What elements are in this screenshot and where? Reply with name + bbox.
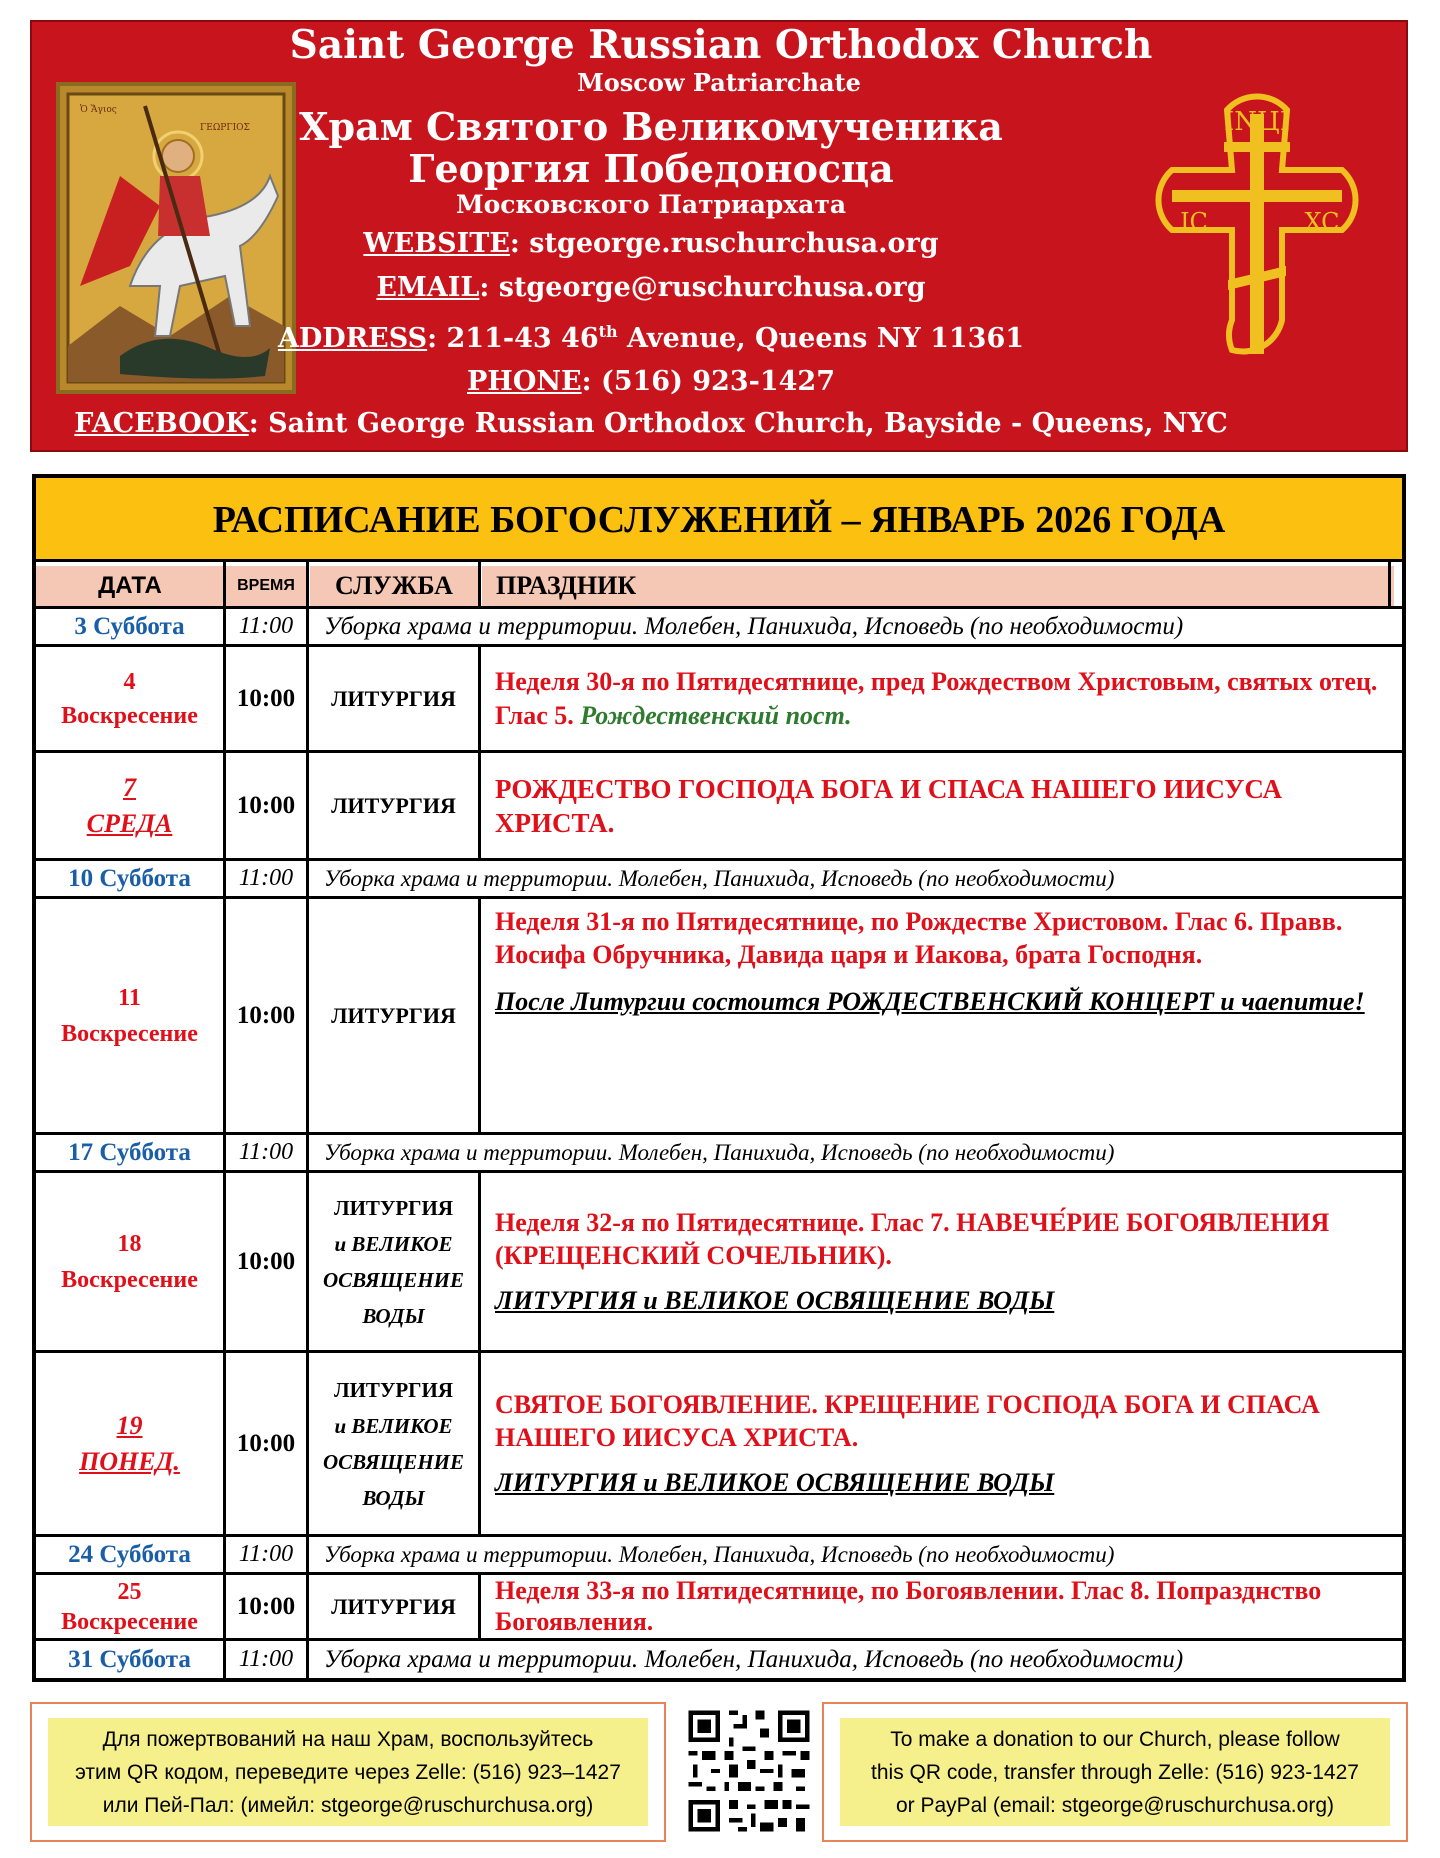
row-11-service: ЛИТУРГИЯ <box>331 1002 456 1028</box>
row-18-service <box>309 1173 478 1350</box>
orthodox-cross-icon <box>1132 70 1382 390</box>
facebook-line <box>0 408 1340 439</box>
church-title-ru-line1: Храм Святого Великомученика <box>299 104 1003 149</box>
church-title-ru-line2: Георгия Победоносца <box>408 146 894 191</box>
row-19-service <box>309 1353 478 1534</box>
row-18-service-line4: ВОДЫ <box>362 1303 425 1328</box>
row-18-date <box>36 1173 223 1350</box>
donation-box-ru <box>30 1702 666 1842</box>
row-19-feast-text: СВЯТОЕ БОГОЯВЛЕНИЕ. КРЕЩЕНИЕ ГОСПОДА БОГА И СПАСА НАШЕГО ИИСУСА ХРИСТА. <box>495 1390 1320 1452</box>
row-18-feast-text: Неделя 32-я по Пятидесятнице. Глас 7. НАВЕЧЕ́РИЕ БОГОЯВЛЕНИЯ (КРЕЩЕНСКИЙ СОЧЕЛЬНИК). <box>495 1208 1330 1270</box>
address-label: ADDRESS <box>277 323 428 354</box>
schedule-title: РАСПИСАНИЕ БОГОСЛУЖЕНИЙ – ЯНВАРЬ 2026 ГОДА <box>36 478 1402 562</box>
address-value: : 211-43 46 <box>427 323 599 354</box>
row-4-day: 4 <box>123 668 136 695</box>
row-19-service-line4: ВОДЫ <box>362 1485 425 1510</box>
row-7-time: 10:00 <box>236 791 296 819</box>
cross-top-inscription: INЦI <box>1224 107 1290 137</box>
donation-ru-line1: Для пожертвований на наш Храм, воспользуйтесь <box>102 1727 594 1751</box>
row-4-date <box>36 647 223 750</box>
row-3-description: Уборка храма и территории. Молебен, Панихида, Исповедь (по необходимости) <box>324 612 1184 640</box>
row-25-service: ЛИТУРГИЯ <box>331 1593 456 1619</box>
donation-en-line2: this QR code, transfer through Zelle: (516) 923-1427 <box>871 1760 1359 1784</box>
row-10-time: 11:00 <box>238 865 294 891</box>
row-18-service-line3: ОСВЯЩЕНИЕ <box>323 1267 464 1292</box>
row-4-fast-note: Рождественский пост. <box>580 701 852 730</box>
row-4-time: 10:00 <box>236 684 296 712</box>
row-31-date: 31 Суббота <box>68 1645 191 1673</box>
row-11-weekday: Воскресение <box>61 1020 198 1047</box>
row-17-date: 17 Суббота <box>68 1138 191 1166</box>
row-10-description: Уборка храма и территории. Молебен, Панихида, Исповедь (по необходимости) <box>324 865 1115 891</box>
row-18-service-line2: и ВЕЛИКОЕ <box>334 1231 453 1256</box>
cross-left-inscription: IC <box>1180 208 1208 236</box>
icon-caption-right: ΓΕΩΡΓΙΟΣ <box>200 123 250 133</box>
col-header-time: ВРЕМЯ <box>226 566 306 606</box>
row-25-feast: Неделя 33-я по Пятидесятнице, по Богоявлении. Глас 8. Попразднство Богоявления. <box>495 1576 1322 1636</box>
row-7-feast: РОЖДЕСТВО ГОСПОДА БОГА И СПАСА НАШЕГО ИИСУСА ХРИСТА. <box>495 773 1283 838</box>
church-subtitle-en: Moscow Patriarchate <box>577 68 861 97</box>
row-4-feast-text: Неделя 30-я по Пятидесятнице, пред Рождеством Христовым, святых отец. Глас 5. <box>495 667 1378 730</box>
row-11-feast-text: Неделя 31-я по Пятидесятнице, по Рождестве Христовом. Глас 6. Правв. Иосифа Обручника, Давида царя и Иакова, брата Господня. <box>495 907 1343 969</box>
row-31-description: Уборка храма и территории. Молебен, Панихида, Исповедь (по необходимости) <box>324 1645 1184 1673</box>
row-19-feast <box>481 1353 1402 1534</box>
row-7-service: ЛИТУРГИЯ <box>331 792 456 818</box>
row-19-weekday: ПОНЕД. <box>79 1446 180 1476</box>
row-11-concert-note: После Литургии состоится РОЖДЕСТВЕНСКИЙ КОНЦЕРТ и чаепитие! <box>495 987 1365 1016</box>
row-7-weekday: СРЕДА <box>86 808 173 838</box>
col-header-service: СЛУЖБА <box>310 566 478 606</box>
donation-en-line1: To make a donation to our Church, please follow <box>890 1727 1340 1751</box>
row-19-service-line1: ЛИТУРГИЯ <box>333 1377 454 1402</box>
row-11-day: 11 <box>118 984 141 1011</box>
col-header-date: ДАТА <box>36 566 224 606</box>
schedule-table <box>32 474 1406 1682</box>
row-17-time: 11:00 <box>238 1139 294 1165</box>
icon-caption-left: Ὁ Ἅγιος <box>80 105 117 115</box>
header-banner <box>30 20 1408 452</box>
donation-en-line3: or PayPal (email: stgeorge@ruschurchusa.org) <box>895 1793 1334 1817</box>
qr-code-icon[interactable] <box>684 1706 814 1836</box>
row-4-weekday: Воскресение <box>61 702 198 729</box>
row-19-liturgy-note: ЛИТУРГИЯ и ВЕЛИКОЕ ОСВЯЩЕНИЕ ВОДЫ <box>495 1468 1055 1497</box>
row-19-time: 10:00 <box>236 1429 296 1457</box>
row-24-date: 24 Суббота <box>68 1540 191 1568</box>
row-18-feast <box>481 1173 1402 1350</box>
row-11-time: 10:00 <box>236 1001 296 1029</box>
col-header-feast: ПРАЗДНИК <box>482 566 1394 606</box>
email-label: EMAIL <box>376 272 480 303</box>
row-25-weekday: Воскресение <box>61 1608 198 1635</box>
row-25-day: 25 <box>117 1578 142 1605</box>
donation-ru-line2: этим QR кодом, переведите через Zelle: (516) 923–1427 <box>75 1760 621 1784</box>
row-18-weekday: Воскресение <box>61 1266 198 1293</box>
row-31-time: 11:00 <box>238 1646 294 1672</box>
church-subtitle-ru: Московского Патриархата <box>455 190 847 219</box>
donation-ru-line3: или Пей-Пал: (имейл: stgeorge@ruschurchusa.org) <box>102 1793 594 1817</box>
row-24-time: 11:00 <box>238 1541 294 1567</box>
row-7-date <box>36 753 223 858</box>
row-25-time: 10:00 <box>236 1592 296 1620</box>
donation-text-en <box>840 1718 1390 1826</box>
row-7-day: 7 <box>123 772 136 802</box>
address-superscript: th <box>598 322 618 341</box>
row-10-date: 10 Суббота <box>68 864 191 892</box>
row-19-service-line3: ОСВЯЩЕНИЕ <box>323 1449 464 1474</box>
row-19-day: 19 <box>116 1410 143 1440</box>
address-value-rest: Avenue, Queens NY 11361 <box>617 323 1025 354</box>
row-4-feast <box>481 647 1402 750</box>
phone-value[interactable]: : (516) 923-1427 <box>581 366 835 397</box>
facebook-link[interactable]: : Saint George Russian Orthodox Church, Bayside - Queens, NYC <box>248 408 1228 439</box>
email-link[interactable]: : stgeorge@ruschurchusa.org <box>479 272 926 303</box>
row-11-date <box>36 899 223 1132</box>
row-18-liturgy-note: ЛИТУРГИЯ и ВЕЛИКОЕ ОСВЯЩЕНИЕ ВОДЫ <box>495 1286 1055 1315</box>
row-19-date <box>36 1353 223 1534</box>
row-25-date <box>36 1575 223 1638</box>
row-19-service-line2: и ВЕЛИКОЕ <box>334 1413 453 1438</box>
website-link[interactable]: : stgeorge.ruschurchusa.org <box>509 228 939 259</box>
row-17-description: Уборка храма и территории. Молебен, Панихида, Исповедь (по необходимости) <box>324 1139 1115 1165</box>
church-title-en: Saint George Russian Orthodox Church <box>289 22 1153 68</box>
row-11-feast <box>481 899 1402 1132</box>
donation-box-en <box>822 1702 1408 1842</box>
donation-text-ru <box>48 1718 648 1826</box>
row-3-time: 11:00 <box>238 613 294 639</box>
row-3-date: 3 Суббота <box>74 612 185 640</box>
website-label: WEBSITE <box>363 228 510 259</box>
row-4-service: ЛИТУРГИЯ <box>331 685 456 711</box>
row-18-time: 10:00 <box>236 1247 296 1275</box>
phone-label: PHONE <box>467 366 582 397</box>
row-18-service-line1: ЛИТУРГИЯ <box>333 1195 454 1220</box>
facebook-label: FACEBOOK <box>74 408 249 439</box>
row-24-description: Уборка храма и территории. Молебен, Панихида, Исповедь (по необходимости) <box>324 1541 1115 1567</box>
row-18-day: 18 <box>117 1230 142 1257</box>
cross-right-inscription: XC <box>1304 208 1340 236</box>
